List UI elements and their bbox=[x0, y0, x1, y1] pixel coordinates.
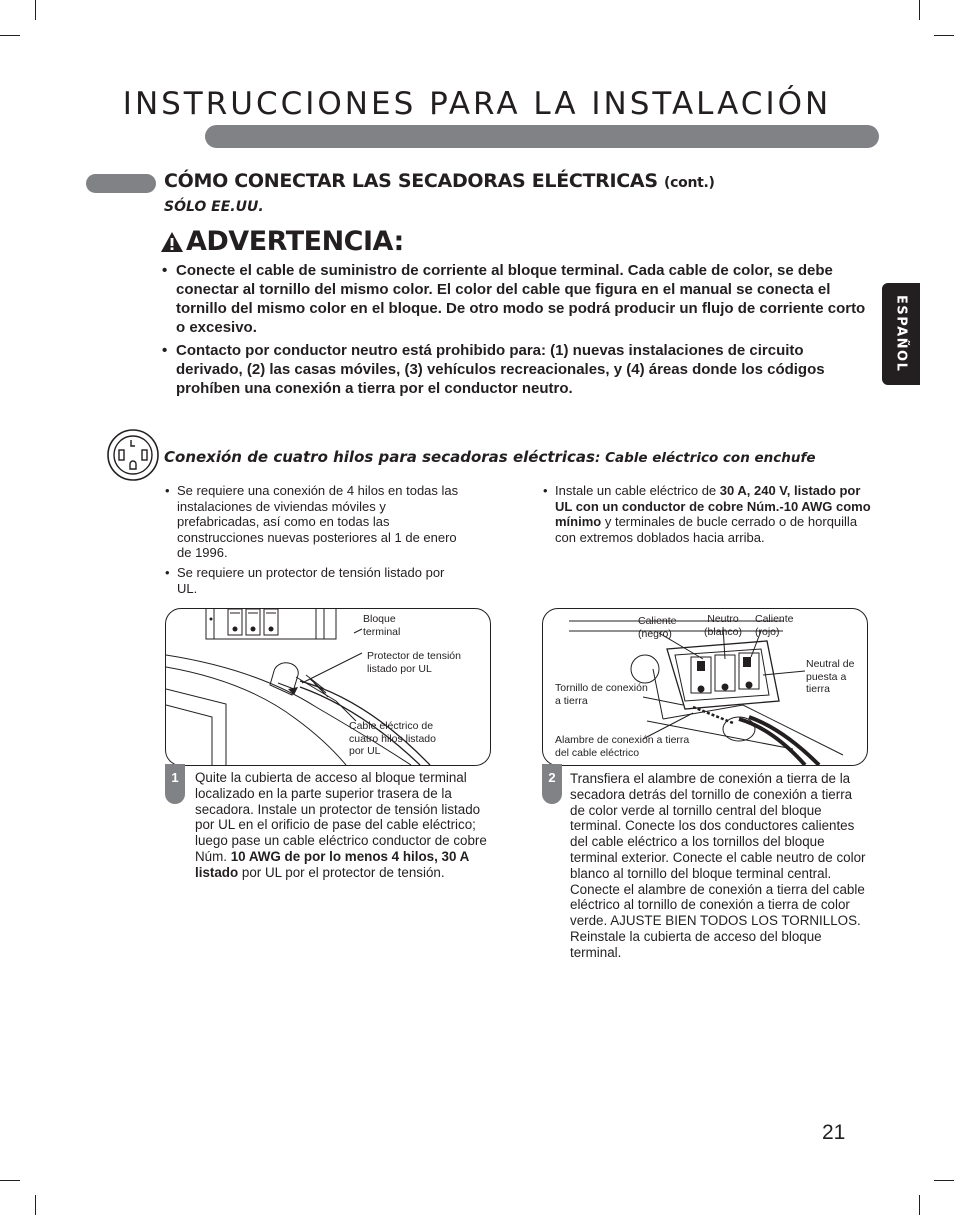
callout-neutral-white: Neutro (blanco) bbox=[704, 613, 742, 638]
callout-terminal-block: Bloque terminal bbox=[363, 613, 401, 638]
step-1-body: Quite la cubierta de acceso al bloque terminal localizado en la parte superior trasera de la secadora. Instale un protector de tensión listado por UL en el orificio de pase del cable eléctrico; luego pase un cable eléctrico conductor de cobre Núm. bbox=[195, 770, 487, 864]
callout-ground-wire: Alambre de conexión a tierra del cable eléctrico bbox=[555, 734, 690, 759]
requirement-text: Instale un cable eléctrico de bbox=[555, 483, 720, 498]
callout-hot-red: Caliente (rojo) bbox=[755, 613, 794, 638]
warning-list bbox=[162, 261, 874, 402]
step-2-badge: 2 bbox=[542, 764, 562, 804]
step-2-text: Transfiera el alambre de conexión a tierra de la secadora detrás del tornillo de conexión a tierra de color verde al tornillo central del bloque terminal. Conecte los dos conductores calientes del cable eléctrico a los tornillos del bloque terminal exterior. Conecte el cable neutro de color blanco al tornillo del bloque terminal central. Conecte el alambre de conexión a tierra del cable eléctrico al tornillo de conexión a tierra de color verde. AJUSTE BIEN TODOS LOS TORNILLOS. Reinstale la cubierta de acceso del bloque terminal. bbox=[570, 771, 866, 960]
step-1-bold: 10 AWG de por lo menos 4 hilos, 30 A listado bbox=[195, 848, 469, 880]
step-1-text bbox=[195, 770, 493, 881]
language-tab-label: ESPAÑOL bbox=[893, 295, 909, 373]
section-title-suffix: (cont.) bbox=[664, 175, 715, 191]
step-1-badge: 1 bbox=[165, 764, 185, 804]
four-wire-title-suffix: : Cable eléctrico con enchufe bbox=[595, 450, 816, 466]
callout-neutral-ground: Neutral de puesta a tierra bbox=[806, 658, 855, 695]
language-tab bbox=[882, 283, 920, 385]
crop-mark bbox=[919, 1195, 920, 1215]
section-title bbox=[164, 170, 715, 192]
crop-mark bbox=[919, 0, 920, 20]
step-1-end: por UL por el protector de tensión. bbox=[238, 864, 445, 880]
crop-mark bbox=[934, 35, 954, 36]
figure-1-illustration bbox=[166, 609, 490, 765]
warning-item: • Contacto por conductor neutro está prohibido para: (1) nuevas instalaciones de circuito derivado, (2) las casas móviles, (3) vehículos recreacionales, y (4) áreas donde los códigos prohíben una conexión a tierra por el conductor neutro. bbox=[162, 341, 874, 398]
crop-mark bbox=[0, 1180, 20, 1181]
warning-item: • Conecte el cable de suministro de corriente al bloque terminal. Cada cable de color, se debe conectar al tornillo del mismo color. El color del cable que figura en el manual se conecta el tornillo del mismo color en el bloque. De otro modo se podrá producir un flujo de corriente corto o excesivo. bbox=[162, 261, 874, 337]
section-subtitle: SÓLO EE.UU. bbox=[164, 199, 264, 215]
requirement-bold: 30 A, 240 V, listado por UL con un conductor de cobre Núm.-10 AWG como mínimo bbox=[555, 483, 871, 530]
section-title-text: CÓMO CONECTAR LAS SECADORAS ELÉCTRICAS bbox=[164, 170, 658, 192]
warning-icon bbox=[160, 231, 184, 253]
requirements-right bbox=[543, 483, 873, 549]
title-bar bbox=[205, 125, 879, 148]
callout-ground-screw: Tornillo de conexión a tierra bbox=[555, 682, 648, 707]
figure-1 bbox=[165, 608, 491, 766]
requirements-left bbox=[165, 483, 465, 600]
warning-heading bbox=[160, 226, 404, 257]
four-wire-title-text: Conexión de cuatro hilos para secadoras eléctricas bbox=[164, 448, 595, 466]
page-number: 21 bbox=[822, 1121, 846, 1144]
requirement-item: • Se requiere una conexión de 4 hilos en todas las instalaciones de viviendas móviles y prefabricadas, así como en todas las construcciones nuevas posteriores al 1 de enero de 1996. bbox=[165, 483, 465, 561]
page-title: INSTRUCCIONES PARA LA INSTALACIÓN bbox=[122, 86, 832, 122]
requirement-item: • Se requiere un protector de tensión listado por UL. bbox=[165, 565, 465, 596]
crop-mark bbox=[0, 35, 20, 36]
warning-heading-text: ADVERTENCIA: bbox=[186, 226, 404, 257]
four-wire-plug-icon bbox=[106, 428, 160, 482]
callout-power-cord: Cable eléctrico de cuatro hilos listado por UL bbox=[349, 720, 436, 757]
four-wire-title bbox=[164, 448, 816, 466]
crop-mark bbox=[934, 1180, 954, 1181]
section-pill bbox=[86, 174, 156, 193]
requirement-text: y terminales de bucle cerrado o de horquilla con extremos doblados hacia arriba. bbox=[555, 514, 858, 545]
crop-mark bbox=[35, 0, 36, 20]
callout-hot-black: Caliente (negro) bbox=[638, 615, 677, 640]
requirement-item bbox=[543, 483, 873, 545]
figure-2 bbox=[542, 608, 868, 766]
callout-strain-relief: Protector de tensión listado por UL bbox=[367, 650, 461, 675]
crop-mark bbox=[35, 1195, 36, 1215]
